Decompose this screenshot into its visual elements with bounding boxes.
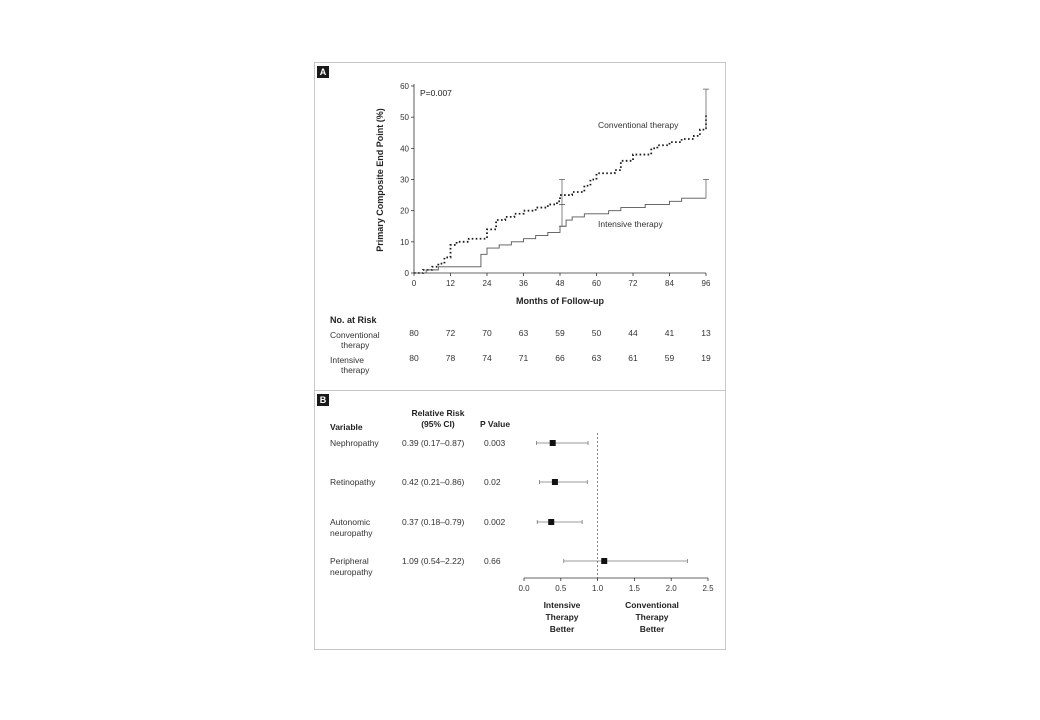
- forest-plot: [314, 391, 726, 649]
- forest-x-tick-label: 1.5: [628, 584, 640, 593]
- row-p-value: 0.003: [484, 438, 506, 448]
- risk-table-title: No. at Risk: [330, 315, 377, 325]
- y-tick-label: 60: [400, 82, 409, 91]
- header-relative-risk-2: (95% CI): [421, 419, 455, 429]
- risk-value-intensive: 66: [555, 353, 565, 363]
- risk-value-conventional: 41: [664, 328, 675, 338]
- row-relative-risk: 0.42 (0.21–0.86): [402, 477, 465, 487]
- point-estimate: [548, 519, 554, 525]
- favor-conventional-label: Therapy: [635, 612, 669, 622]
- row-variable-label-2: neuropathy: [330, 528, 373, 538]
- x-tick-label: 12: [446, 279, 455, 288]
- row-p-value: 0.66: [484, 556, 501, 566]
- header-relative-risk-1: Relative Risk: [411, 408, 465, 418]
- row-relative-risk: 0.39 (0.17–0.87): [402, 438, 465, 448]
- forest-rows: [330, 438, 687, 577]
- x-tick-label: 84: [665, 279, 674, 288]
- y-tick-label: 50: [400, 113, 409, 123]
- forest-x-tick-label: 0.5: [555, 584, 567, 593]
- risk-value-intensive: 78: [445, 353, 456, 363]
- forest-x-tick-label: 0.0: [518, 584, 530, 593]
- risk-row-label-intensive-2: therapy: [341, 365, 370, 375]
- risk-value-conventional: 72: [445, 328, 456, 338]
- y-tick-label: 40: [400, 144, 409, 154]
- favor-intensive-label: Intensive: [543, 600, 581, 610]
- x-tick-label: 48: [555, 279, 565, 288]
- row-variable-label: Peripheral: [330, 556, 369, 566]
- x-tick-label: 36: [519, 279, 528, 288]
- row-variable-label: Retinopathy: [330, 477, 376, 487]
- risk-value-conventional: 70: [482, 328, 492, 338]
- row-p-value: 0.02: [484, 477, 501, 487]
- y-tick-label: 30: [400, 175, 409, 185]
- header-p-value: P Value: [480, 419, 511, 429]
- risk-value-conventional: 63: [518, 328, 529, 338]
- x-tick-label: 96: [701, 279, 711, 288]
- forest-x-tick-label: 2.5: [702, 584, 714, 593]
- point-estimate: [552, 479, 558, 485]
- y-axis-label: Primary Composite End Point (%): [375, 108, 385, 252]
- y-tick-label: 10: [400, 237, 409, 247]
- x-axis-label: Months of Follow-up: [516, 296, 604, 306]
- kaplan-meier-chart: [314, 62, 726, 390]
- point-estimate: [550, 440, 556, 446]
- point-estimate: [601, 558, 607, 564]
- x-tick-label: 24: [482, 279, 492, 288]
- row-p-value: 0.002: [484, 517, 506, 527]
- x-tick-label: 0: [411, 279, 417, 288]
- header-variable: Variable: [330, 422, 363, 432]
- risk-value-intensive: 63: [591, 353, 602, 363]
- risk-row-label-conventional-2: therapy: [341, 340, 370, 350]
- chart-a-series: [414, 114, 706, 273]
- series-line-conventional: [414, 114, 706, 273]
- panel-b-badge: B: [317, 394, 329, 406]
- x-tick-label: 60: [592, 279, 601, 288]
- risk-value-intensive: 19: [701, 353, 711, 363]
- risk-value-conventional: 80: [409, 328, 419, 338]
- favor-conventional-label: Conventional: [625, 600, 679, 610]
- risk-row-label-intensive-1: Intensive: [330, 355, 365, 365]
- risk-value-conventional: 44: [628, 328, 638, 338]
- risk-value-intensive: 59: [664, 353, 675, 363]
- forest-axis: [518, 433, 714, 593]
- risk-value-intensive: 61: [628, 353, 638, 363]
- row-variable-label-2: neuropathy: [330, 567, 373, 577]
- row-variable-label: Nephropathy: [330, 438, 379, 448]
- risk-value-conventional: 13: [701, 328, 711, 338]
- risk-value-conventional: 50: [591, 328, 602, 338]
- risk-row-label-conventional-1: Conventional: [330, 330, 380, 340]
- risk-value-intensive: 80: [409, 353, 419, 363]
- forest-x-tick-label: 2.0: [665, 584, 677, 593]
- series-line-intensive: [414, 198, 706, 273]
- favor-intensive-label: Therapy: [545, 612, 579, 622]
- risk-table-values: [409, 328, 711, 363]
- favor-intensive-label: Better: [549, 624, 575, 634]
- panel-a-badge: A: [317, 66, 329, 78]
- series-label-conventional: Conventional therapy: [598, 120, 679, 130]
- forest-x-tick-label: 1.0: [592, 584, 604, 593]
- x-tick-label: 72: [628, 279, 638, 288]
- y-tick-label: 0: [404, 269, 409, 278]
- y-tick-label: 20: [400, 206, 409, 216]
- series-label-intensive: Intensive therapy: [598, 219, 663, 229]
- row-relative-risk: 1.09 (0.54–2.22): [402, 556, 465, 566]
- favor-conventional-label: Better: [639, 624, 665, 634]
- row-variable-label: Autonomic: [330, 517, 371, 527]
- risk-value-intensive: 71: [518, 353, 529, 363]
- favor-labels: [544, 600, 679, 634]
- risk-value-conventional: 59: [555, 328, 565, 338]
- p-value-annotation: P=0.007: [420, 88, 452, 98]
- chart-a-error-bars: [559, 89, 709, 226]
- row-relative-risk: 0.37 (0.18–0.79): [402, 517, 465, 527]
- risk-value-intensive: 74: [482, 353, 492, 363]
